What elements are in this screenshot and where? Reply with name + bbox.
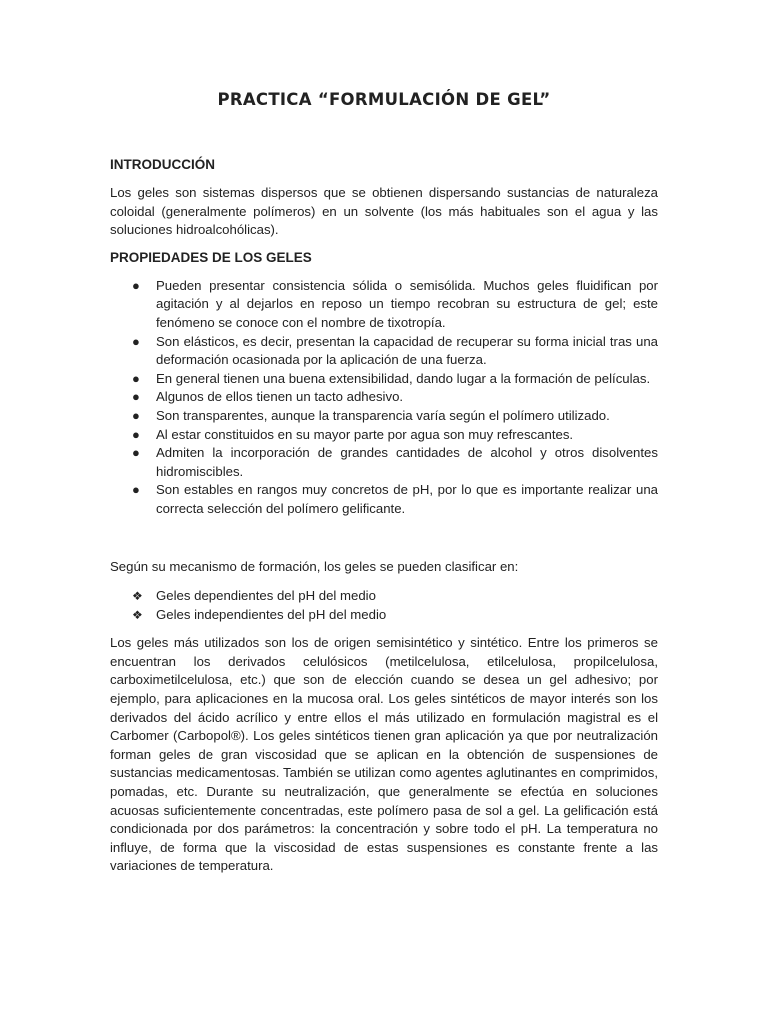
final-paragraph: Los geles más utilizados son los de origen semisintético y sintético. Entre los primeros se encuentran los derivados celulósicos (metilcelulosa, etilcelulosa, propilcelulosa, carboximetilcelulosa, etc.) que son de elección cuando se desea un gel adhesivo; por ejemplo, para aplicaciones en la mucosa oral. Los geles sintéticos de mayor interés son los derivados del ácido acrílico y entre ellos el más utilizado en formulación magistral es el Carbomer (Carbopol®). Los geles sintéticos tienen gran aplicación ya que por neutralización forman geles de gran viscosidad que se aplican en la obtención de suspensiones de sustancias medicamentosas. También se utilizan como agentes aglutinantes en comprimidos, pomadas, etc. Durante su neutralización, que generalmente se efectúa en soluciones acuosas suficientemente concentradas, este polímero pasa de sol a gel. La gelificación está condicionada por dos parámetros: la concentración y sobre todo el pH. La temperatura no influye, de forma que la viscosidad de estas suspensiones es constante frente a las variaciones de temperatura. (110, 635, 658, 874)
diamond-bullet-icon: ❖ (132, 607, 143, 622)
list-item-text: Admiten la incorporación de grandes cantidades de alcohol y otros disolventes hidromiscibles. (156, 445, 658, 479)
page-title: PRACTICA “FORMULACIÓN DE GEL” (217, 90, 551, 109)
list-item (110, 606, 658, 625)
classification-intro: Según su mecanismo de formación, los geles se pueden clasificar en: (110, 558, 519, 574)
bullet-icon: ● (132, 333, 140, 349)
document-body (110, 156, 658, 876)
list-item (110, 481, 658, 518)
list-item-text: Son estables en rangos muy concretos de pH, por lo que es importante realizar una correcta selección del polímero gelificante. (156, 482, 658, 516)
properties-heading: PROPIEDADES DE LOS GELES (110, 249, 312, 265)
list-item (110, 426, 658, 445)
bullet-icon: ● (132, 370, 140, 386)
list-item-text: Son transparentes, aunque la transparencia varía según el polímero utilizado. (156, 407, 610, 423)
list-item-text: Geles independientes del pH del medio (156, 606, 387, 622)
bullet-icon: ● (132, 445, 140, 461)
intro-paragraph: Los geles son sistemas dispersos que se obtienen dispersando sustancias de naturaleza coloidal (generalmente polímeros) en un solvente (los más habituales son el agua y las soluciones hidroalcohólicas). (110, 185, 658, 238)
bullet-icon: ● (132, 389, 140, 405)
classification-list (110, 587, 658, 624)
bullet-icon: ● (132, 426, 140, 442)
list-item-text: Geles dependientes del pH del medio (156, 588, 376, 604)
list-item (110, 587, 658, 606)
list-item (110, 388, 658, 407)
bullet-icon: ● (132, 482, 140, 498)
diamond-bullet-icon: ❖ (132, 589, 143, 604)
bullet-icon: ● (132, 407, 140, 423)
properties-list (110, 277, 658, 519)
list-item (110, 370, 658, 389)
list-item-text: Algunos de ellos tienen un tacto adhesivo. (156, 389, 404, 405)
list-item (110, 407, 658, 426)
list-item-text: Pueden presentar consistencia sólida o semisólida. Muchos geles fluidifican por agitación y al dejarlos en reposo un tiempo recobran su estructura de gel; este fenómeno se conoce con el nombre de tixotropía. (156, 277, 658, 330)
list-item-text: En general tienen una buena extensibilidad, dando lugar a la formación de películas. (156, 370, 651, 386)
list-item (110, 277, 658, 333)
list-item-text: Son elásticos, es decir, presentan la capacidad de recuperar su forma inicial tras una deformación ocasionada por la aplicación de una fuerza. (156, 333, 658, 368)
list-item (110, 444, 658, 481)
list-item-text: Al estar constituidos en su mayor parte por agua son muy refrescantes. (156, 426, 574, 442)
intro-heading: INTRODUCCIÓN (110, 157, 215, 172)
list-item (110, 333, 658, 370)
bullet-icon: ● (132, 277, 140, 293)
